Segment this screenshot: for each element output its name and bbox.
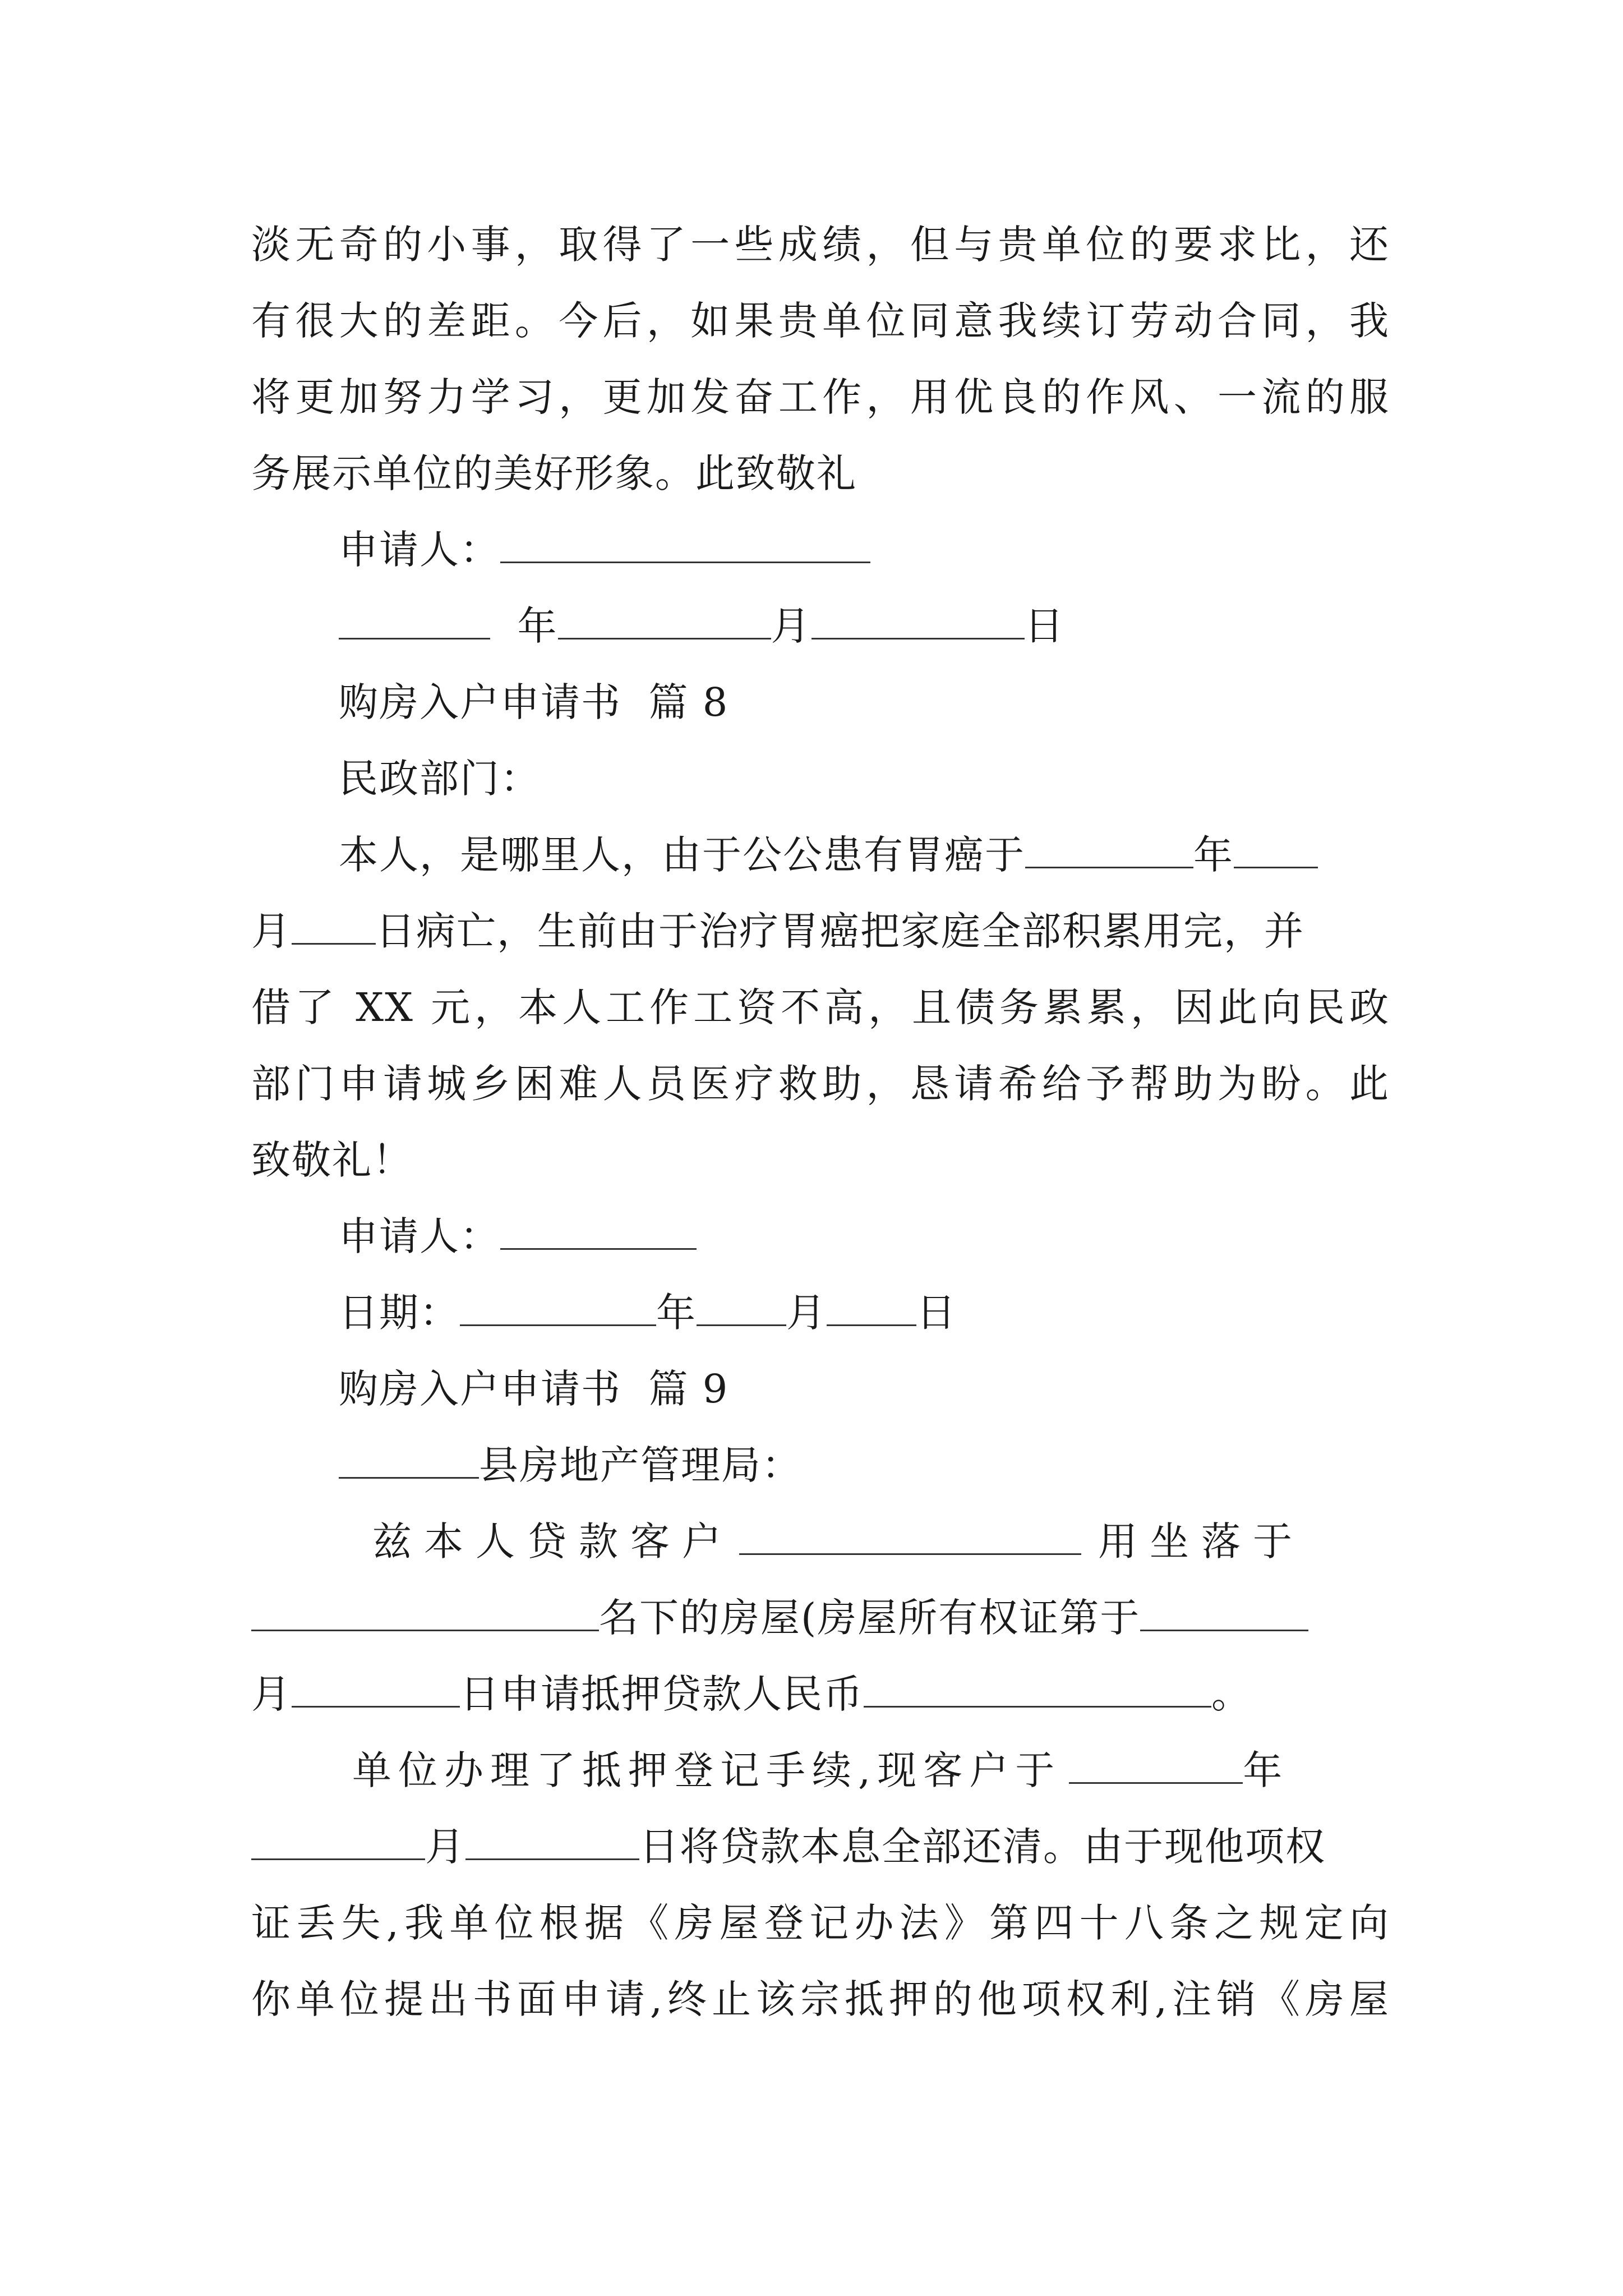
paragraph-line — [352, 1737, 1390, 1804]
addressee — [339, 1432, 1390, 1499]
paragraph-line: 有很大的差距。今后，如果贵单位同意我续订劳动合同，我 — [251, 298, 1390, 344]
year-blank — [1025, 832, 1193, 868]
month-blank — [1234, 832, 1318, 868]
applicant-line — [339, 1203, 1390, 1270]
applicant-label: 申请人： — [339, 527, 500, 573]
paragraph-line: 务展示单位的美好形象。此致敬礼 — [251, 450, 857, 496]
year-blank — [339, 603, 490, 639]
paragraph-text: 日申请抵押贷款人民币 — [460, 1671, 864, 1717]
paragraph-line: 将更加努力学习，更加发奋工作，用优良的作风、一流的服 — [251, 374, 1390, 420]
month-label: 月 — [771, 603, 811, 649]
year-label: 年 — [1193, 832, 1234, 878]
year-blank — [460, 1290, 656, 1326]
applicant-blank — [500, 527, 870, 563]
paragraph-text: 单位办理了抵押登记手续,现客户于 — [352, 1747, 1062, 1793]
day-blank — [292, 908, 376, 945]
year-label: 年 — [517, 603, 558, 649]
paragraph-line — [251, 898, 1390, 965]
month-label: 月 — [425, 1824, 465, 1870]
day-blank — [465, 1824, 639, 1860]
date-label: 日期： — [339, 1290, 460, 1336]
cert-blank — [1140, 1595, 1308, 1631]
paragraph-line: 你单位提出书面申请,终止该宗抵押的他项权利,注销《房屋 — [251, 1976, 1390, 2022]
paragraph-line: 淡无奇的小事，取得了一些成绩，但与贵单位的要求比，还 — [251, 222, 1390, 268]
owner-blank — [251, 1595, 599, 1631]
day-blank — [827, 1290, 916, 1326]
addressee-text: 县房地产管理局： — [479, 1442, 802, 1488]
customer-blank — [739, 1519, 1081, 1555]
date-line — [339, 1279, 1390, 1346]
month-blank — [697, 1290, 786, 1326]
paragraph-text: 用坐落于 — [1098, 1519, 1304, 1565]
addressee: 民政部门： — [339, 756, 541, 802]
paragraph-text: 本人，是哪里人，由于公公患有胃癌于 — [339, 832, 1025, 878]
paragraph-text: 名下的房屋(房屋所有权证第于 — [599, 1595, 1141, 1641]
day-blank — [811, 603, 1025, 639]
month-blank — [251, 1824, 425, 1860]
day-label: 日 — [916, 1290, 957, 1336]
paragraph-text: 。 — [1211, 1671, 1252, 1717]
applicant-line — [339, 516, 1390, 583]
paragraph-line — [339, 821, 1390, 889]
year-label: 年 — [1243, 1747, 1284, 1793]
paragraph-text: 日病亡，生前由于治疗胃癌把家庭全部积累用完，并 — [376, 908, 1304, 954]
section-heading: 购房入户申请书 篇 8 — [339, 679, 729, 725]
paragraph-line: 部门申请城乡困难人员医疗救助，恳请希给予帮助为盼。此 — [251, 1061, 1390, 1107]
paragraph-line: 借了 XX 元，本人工作工资不高，且债务累累，因此向民政 — [251, 984, 1390, 1030]
date-line — [339, 592, 1390, 660]
applicant-label: 申请人： — [339, 1213, 500, 1259]
amount-blank — [864, 1671, 1211, 1708]
day-label: 日 — [1024, 603, 1065, 649]
month-label: 月 — [251, 908, 292, 954]
year-blank — [1069, 1747, 1243, 1784]
paragraph-line — [372, 1508, 1390, 1575]
year-label: 年 — [656, 1290, 697, 1336]
day-blank — [292, 1671, 460, 1708]
paragraph-text: 兹本人贷款客户 — [372, 1519, 734, 1565]
month-label: 月 — [251, 1671, 292, 1717]
paragraph-line — [251, 1660, 1390, 1728]
section-heading: 购房入户申请书 篇 9 — [339, 1366, 729, 1412]
month-blank — [558, 603, 771, 639]
paragraph-line — [251, 1584, 1390, 1651]
paragraph-line — [251, 1813, 1390, 1880]
paragraph-text: 日将贷款本息全部还清。由于现他项权 — [639, 1824, 1326, 1870]
paragraph-line: 致敬礼！ — [251, 1137, 413, 1183]
month-label: 月 — [786, 1290, 827, 1336]
applicant-blank — [500, 1213, 697, 1250]
paragraph-line: 证丢失,我单位根据《房屋登记办法》第四十八条之规定向 — [251, 1900, 1390, 1946]
county-blank — [339, 1442, 479, 1479]
